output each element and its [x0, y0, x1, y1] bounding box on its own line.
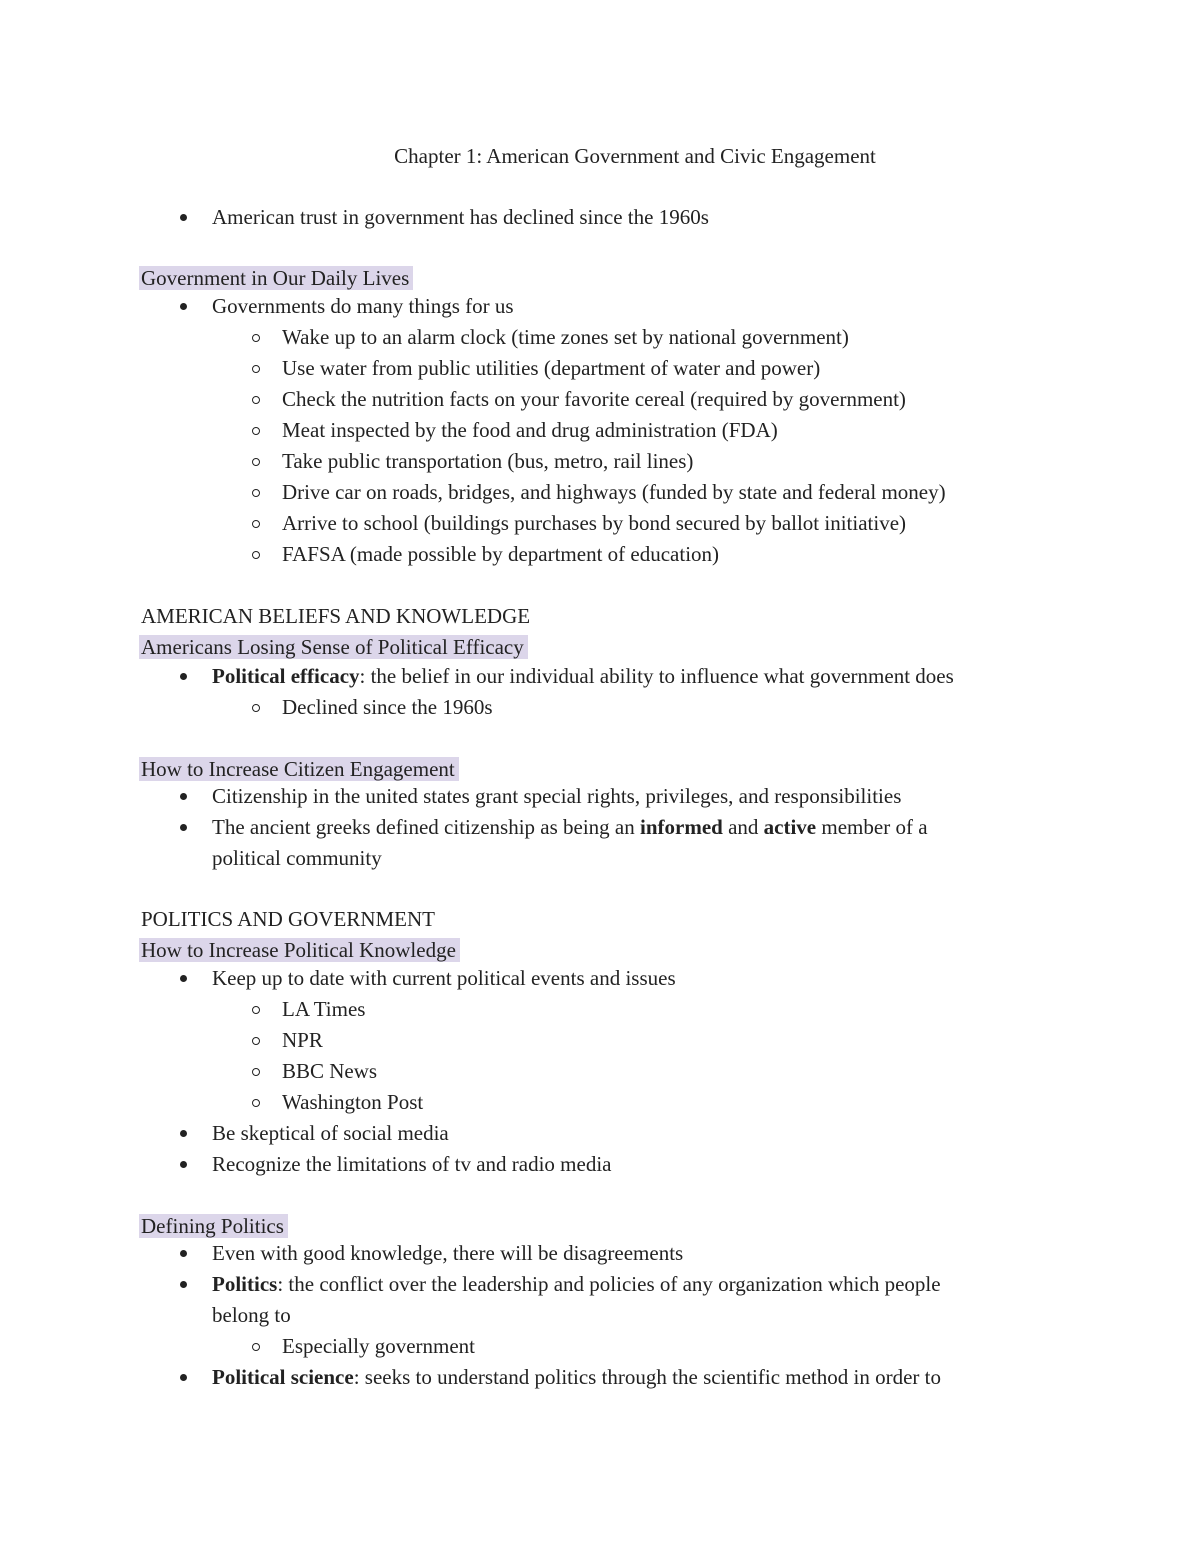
list-item: Drive car on roads, bridges, and highways (funded by state and federal money) — [282, 480, 946, 504]
list-item: Arrive to school (buildings purchases by bond secured by ballot initiative) — [282, 511, 907, 535]
list-item: Washington Post — [282, 1090, 424, 1114]
list-item-continuation: political community — [212, 846, 382, 870]
list-item: The ancient greeks defined citizenship as being an informed and active member of a — [212, 815, 928, 839]
list-item: Politics: the conflict over the leadership and policies of any organization which people — [212, 1272, 941, 1296]
list-item: Keep up to date with current political events and issues — [212, 966, 676, 990]
list-item: Use water from public utilities (department of water and power) — [282, 356, 821, 380]
list-item: BBC News — [282, 1059, 378, 1083]
page-title: Chapter 1: American Government and Civic Engagement — [394, 144, 876, 168]
list-item: Especially government — [282, 1334, 476, 1358]
intro-bullet: American trust in government has declined since the 1960s — [212, 205, 709, 229]
list-item: Political efficacy: the belief in our individual ability to influence what government does — [212, 664, 954, 688]
list-item: Wake up to an alarm clock (time zones set by national government) — [282, 325, 849, 349]
list-item: Governments do many things for us — [212, 294, 514, 318]
section-caps-heading: POLITICS AND GOVERNMENT — [141, 907, 435, 931]
list-item: Political science: seeks to understand politics through the scientific method in order to — [212, 1365, 941, 1389]
list-item: Take public transportation (bus, metro, rail lines) — [282, 449, 694, 473]
section-heading-daily-lives: Government in Our Daily Lives — [141, 264, 413, 292]
list-item: Meat inspected by the food and drug administration (FDA) — [282, 418, 778, 442]
list-item: FAFSA (made possible by department of education) — [282, 542, 720, 566]
section-caps-heading: AMERICAN BELIEFS AND KNOWLEDGE — [141, 604, 531, 628]
list-item: Be skeptical of social media — [212, 1121, 449, 1145]
section-heading-citizen-engagement: How to Increase Citizen Engagement — [141, 755, 459, 783]
list-item: LA Times — [282, 997, 366, 1021]
list-item: Recognize the limitations of tv and radio media — [212, 1152, 612, 1176]
list-item: Check the nutrition facts on your favorite cereal (required by government) — [282, 387, 906, 411]
section-heading-political-knowledge: How to Increase Political Knowledge — [141, 936, 460, 964]
list-item: Declined since the 1960s — [282, 695, 493, 719]
list-item: NPR — [282, 1028, 323, 1052]
section-heading-efficacy: Americans Losing Sense of Political Efficacy — [141, 633, 528, 661]
list-item-continuation: belong to — [212, 1303, 291, 1327]
list-item: Even with good knowledge, there will be disagreements — [212, 1241, 684, 1265]
section-heading-defining-politics: Defining Politics — [141, 1212, 288, 1240]
list-item: Citizenship in the united states grant special rights, privileges, and responsibilities — [212, 784, 902, 808]
